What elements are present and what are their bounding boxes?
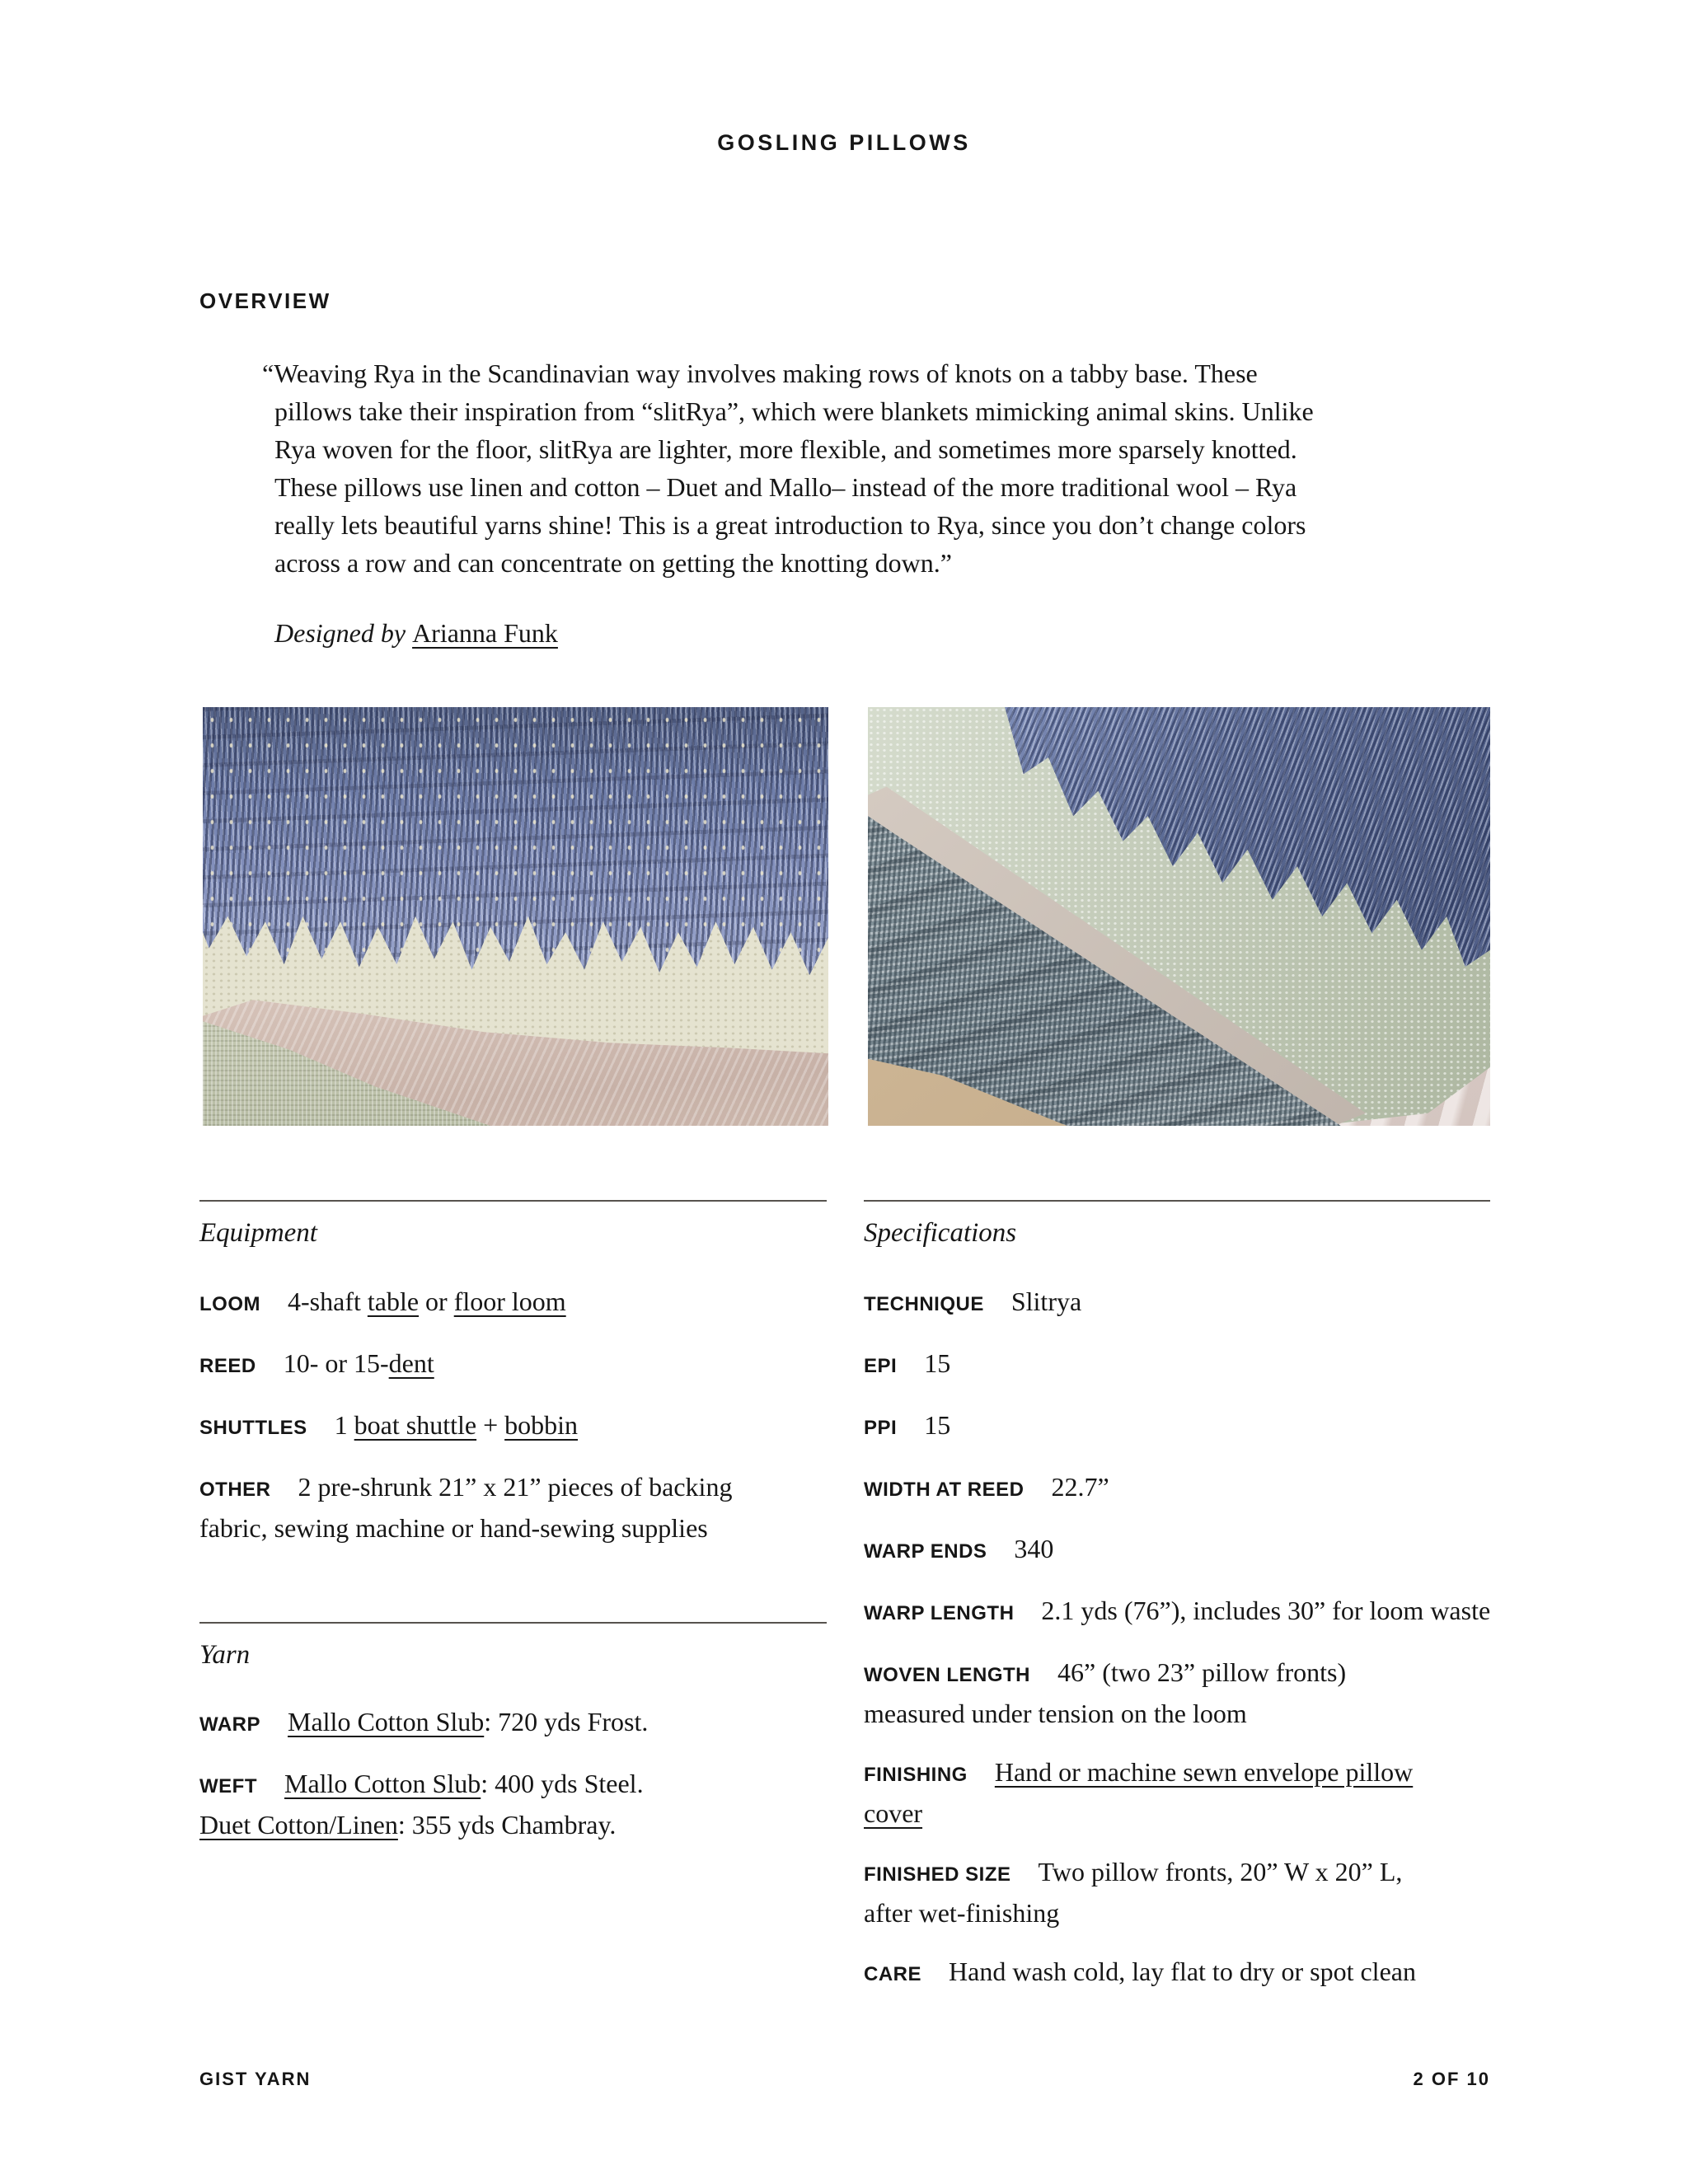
spec-row xyxy=(864,1653,1503,1732)
spec-text: 15 xyxy=(924,1348,951,1378)
photo-right-pillows-stacked xyxy=(868,707,1490,1126)
spec-row xyxy=(199,1468,828,1547)
spec-label: WEFT xyxy=(199,1775,257,1797)
quote-line: These pillows use linen and cotton – Duet and Mallo– instead of the more traditional wool – Rya xyxy=(274,472,1297,502)
spec-label: EPI xyxy=(864,1355,898,1377)
designer-link[interactable]: Arianna Funk xyxy=(412,618,558,648)
spec-label: PPI xyxy=(864,1417,898,1439)
spec-text: measured under tension on the loom xyxy=(864,1699,1247,1728)
quote-line: “Weaving Rya in the Scandinavian way involves making rows of knots on a tabby base. These xyxy=(262,359,1258,388)
inline-link[interactable]: Mallo Cotton Slub xyxy=(284,1769,481,1798)
spec-row xyxy=(864,1591,1503,1633)
footer-page-number: 2 OF 10 xyxy=(1413,2069,1490,2089)
spec-text: : 400 yds Steel. xyxy=(481,1769,644,1798)
spec-label: CARE xyxy=(864,1963,922,1985)
spec-text: 15 xyxy=(924,1410,951,1440)
footer-brand: GIST YARN xyxy=(199,2069,312,2089)
inline-link[interactable]: floor loom xyxy=(453,1286,566,1316)
inline-link[interactable]: dent xyxy=(388,1348,434,1378)
spec-text: 4-shaft xyxy=(288,1286,368,1316)
inline-link[interactable]: Mallo Cotton Slub xyxy=(288,1707,485,1736)
specifications-heading: Specifications xyxy=(864,1218,1017,1248)
yarn-rows xyxy=(199,1703,828,1864)
spec-label: LOOM xyxy=(199,1293,260,1315)
spec-row xyxy=(199,1765,828,1844)
inline-link[interactable]: cover xyxy=(864,1798,923,1828)
equipment-rows xyxy=(199,1282,828,1568)
byline xyxy=(274,618,558,649)
spec-label: SHUTTLES xyxy=(199,1417,307,1439)
spec-label: WIDTH AT REED xyxy=(864,1479,1025,1501)
spec-text: after wet-finishing xyxy=(864,1898,1060,1928)
yarn-heading: Yarn xyxy=(199,1640,251,1670)
overview-quote xyxy=(262,354,1441,582)
spec-row xyxy=(864,1753,1503,1832)
spec-label: TECHNIQUE xyxy=(864,1293,984,1315)
spec-text: 2.1 yds (76”), includes 30” for loom waste xyxy=(1041,1596,1491,1625)
spec-label: REED xyxy=(199,1355,256,1377)
spec-text: : 720 yds Frost. xyxy=(484,1707,649,1736)
spec-text: : 355 yds Chambray. xyxy=(397,1810,617,1840)
spec-label: OTHER xyxy=(199,1479,271,1501)
spec-text: 2 pre-shrunk 21” x 21” pieces of backing xyxy=(298,1472,733,1502)
quote-line: across a row and can concentrate on getting the knotting down.” xyxy=(274,548,952,578)
inline-link[interactable]: table xyxy=(367,1286,420,1316)
quote-line: really lets beautiful yarns shine! This is a great introduction to Rya, since you don’t change colors xyxy=(274,510,1306,540)
inline-link[interactable]: Hand or machine sewn envelope pillow xyxy=(994,1757,1414,1787)
overview-heading: OVERVIEW xyxy=(199,288,331,313)
quote-line: Rya woven for the floor, slitRya are lighter, more flexible, and sometimes more sparsely knotted. xyxy=(274,434,1297,464)
inline-link[interactable]: bobbin xyxy=(504,1410,579,1440)
spec-label: WOVEN LENGTH xyxy=(864,1664,1030,1686)
spec-text: or xyxy=(419,1286,454,1316)
byline-prefix: Designed by xyxy=(274,618,413,648)
spec-label: FINISHED SIZE xyxy=(864,1863,1011,1886)
photo-left-pillow-detail xyxy=(203,707,828,1126)
spec-row xyxy=(199,1344,828,1385)
equipment-heading: Equipment xyxy=(199,1218,317,1248)
spec-label: WARP LENGTH xyxy=(864,1602,1015,1624)
spec-text: Two pillow fronts, 20” W x 20” L, xyxy=(1038,1857,1403,1886)
spec-label: FINISHING xyxy=(864,1764,968,1786)
spec-row xyxy=(864,1282,1503,1324)
spec-text: 340 xyxy=(1014,1534,1054,1563)
spec-row xyxy=(864,1468,1503,1509)
spec-text: 10- or 15- xyxy=(283,1348,389,1378)
spec-text: 1 xyxy=(334,1410,354,1440)
spec-row xyxy=(864,1344,1503,1385)
spec-label: WARP ENDS xyxy=(864,1540,987,1563)
spec-row xyxy=(864,1530,1503,1571)
spec-text: 46” (two 23” pillow fronts) xyxy=(1057,1657,1347,1687)
page-title: GOSLING PILLOWS xyxy=(717,130,971,155)
equipment-divider xyxy=(199,1200,827,1202)
spec-row xyxy=(199,1703,828,1744)
spec-text: + xyxy=(476,1410,505,1440)
spec-text: fabric, sewing machine or hand-sewing supplies xyxy=(199,1513,708,1543)
yarn-divider xyxy=(199,1622,827,1624)
spec-row xyxy=(864,1952,1503,1994)
spec-text: Hand wash cold, lay flat to dry or spot clean xyxy=(949,1957,1416,1986)
spec-text: Slitrya xyxy=(1010,1286,1082,1316)
spec-text: 22.7” xyxy=(1051,1472,1109,1502)
spec-row xyxy=(199,1282,828,1324)
specifications-divider xyxy=(864,1200,1490,1202)
spec-row xyxy=(199,1406,828,1447)
spec-row xyxy=(864,1853,1503,1932)
spec-row xyxy=(864,1406,1503,1447)
inline-link[interactable]: Duet Cotton/Linen xyxy=(199,1810,398,1840)
specifications-rows xyxy=(864,1282,1503,2014)
inline-link[interactable]: boat shuttle xyxy=(354,1410,477,1440)
quote-line: pillows take their inspiration from “slitRya”, which were blankets mimicking animal skins. Unlike xyxy=(274,396,1314,426)
spec-label: WARP xyxy=(199,1713,260,1736)
